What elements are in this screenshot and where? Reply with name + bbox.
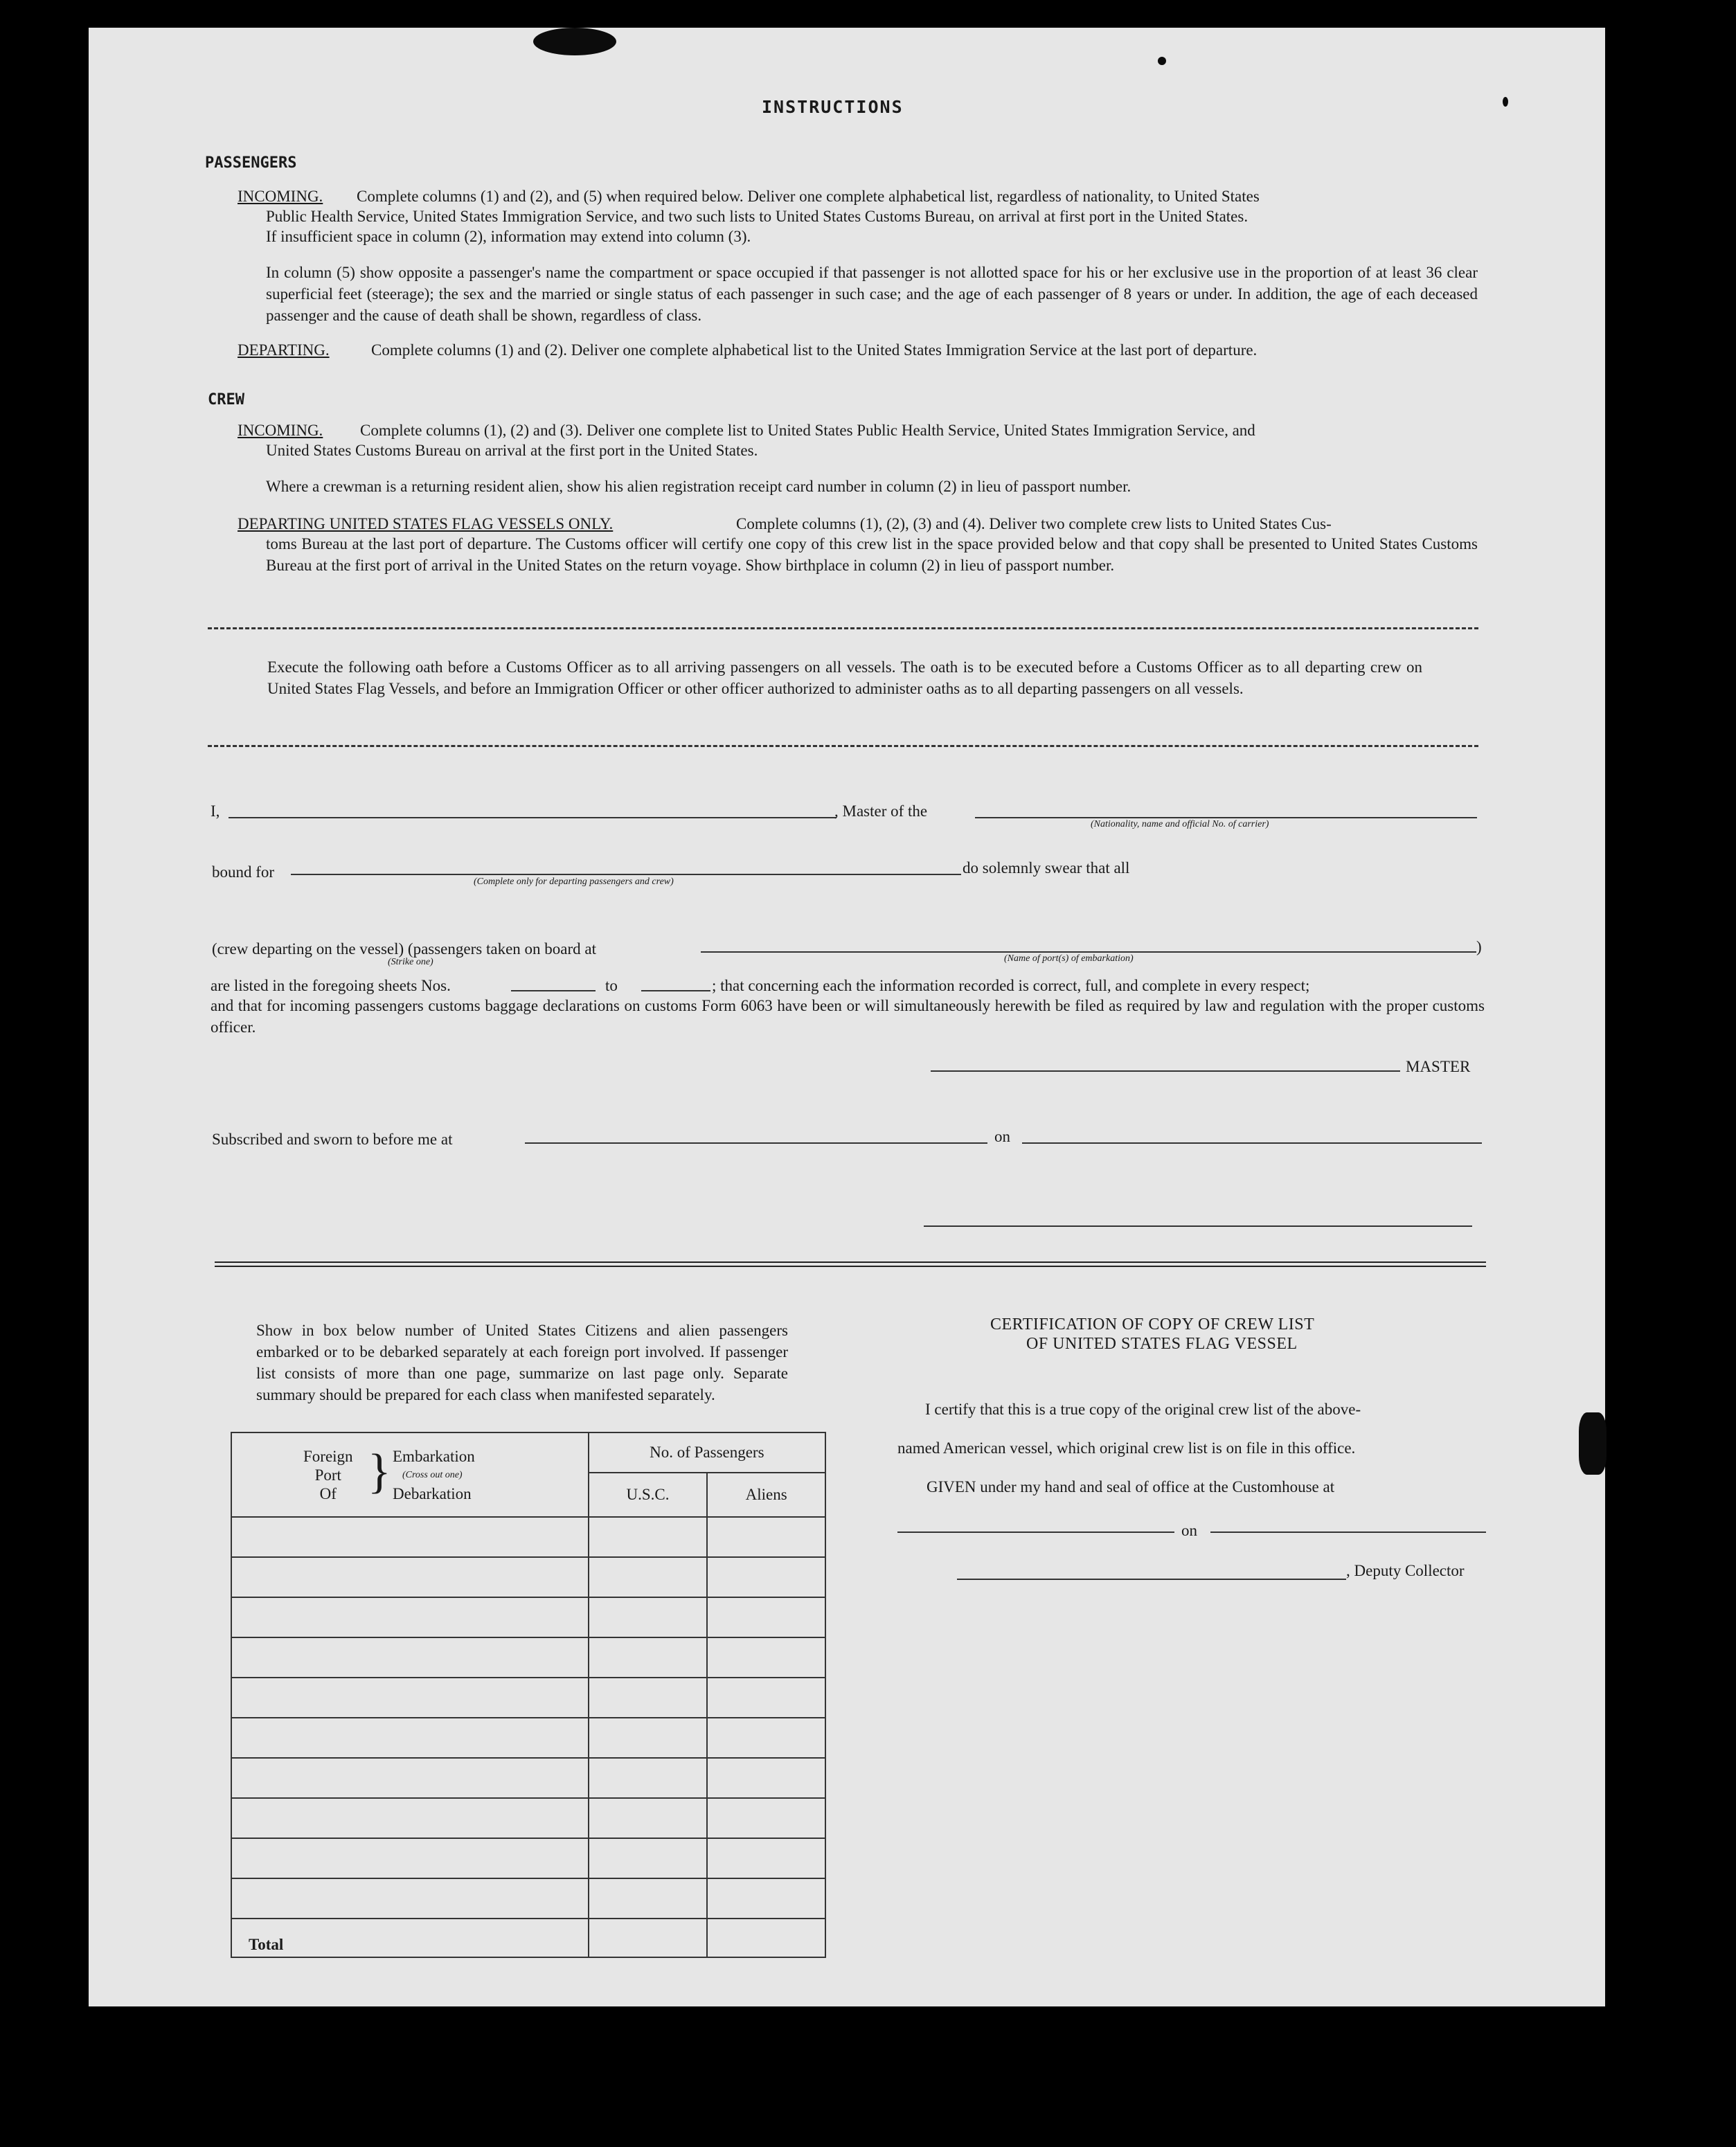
debarkation-label: Debarkation <box>393 1485 472 1502</box>
usc-cell[interactable] <box>589 1637 708 1678</box>
sworn-on-label: on <box>994 1128 1010 1145</box>
aliens-cell[interactable] <box>707 1557 825 1597</box>
sheets-to-label: to <box>605 977 618 994</box>
cross-out-caption: (Cross out one) <box>402 1470 463 1480</box>
solemnly-swear-text: do solemnly swear that all <box>963 859 1130 877</box>
customhouse-field[interactable] <box>897 1531 1174 1533</box>
declarations-text: and that for incoming passengers customs baggage declarations on customs Form 6063 have been or will simultaneously herewith be filed as required by law and regulation with the proper customs officer. <box>211 997 1485 1036</box>
oath-i-label: I, <box>211 802 220 820</box>
complete-only-caption: (Complete only for departing passengers and crew) <box>474 877 674 887</box>
aliens-cell[interactable] <box>707 1678 825 1718</box>
total-aliens-cell[interactable] <box>707 1919 825 1957</box>
embarkation-port-field[interactable] <box>701 951 1476 953</box>
section-divider <box>208 745 1478 747</box>
page-title: INSTRUCTIONS <box>762 97 904 117</box>
sheets-listed-suffix: ; that concerning each the information recorded is correct, full, and complete in every respect; <box>712 977 1310 994</box>
certification-date-field[interactable] <box>1210 1531 1486 1533</box>
crew-incoming-text-2: United States Customs Bureau on arrival at the first port in the United States. <box>266 442 758 459</box>
officer-signature-field[interactable] <box>924 1225 1472 1227</box>
passengers-incoming-text-3: If insufficient space in column (2), information may extend into column (3). <box>266 228 751 245</box>
aliens-cell[interactable] <box>707 1798 825 1838</box>
master-name-field[interactable] <box>229 817 836 818</box>
sworn-date-field[interactable] <box>1022 1142 1482 1144</box>
bound-for-field[interactable] <box>291 874 961 875</box>
passengers-departing-label: DEPARTING. <box>238 341 330 359</box>
usc-cell[interactable] <box>589 1838 708 1878</box>
ports-caption: (Name of port(s) of embarkation) <box>1004 953 1134 964</box>
section-divider <box>208 627 1478 629</box>
paper-tear-mark <box>1579 1412 1607 1475</box>
passengers-heading: PASSENGERS <box>205 154 297 172</box>
certification-line-3: GIVEN under my hand and seal of office at the Customhouse at <box>927 1478 1335 1495</box>
certification-line-2: named American vessel, which original crew list is on file in this office. <box>897 1439 1356 1457</box>
crew-passengers-text: (crew departing on the vessel) (passengers taken on board at <box>212 940 596 958</box>
carrier-field[interactable] <box>975 817 1477 818</box>
certification-on-label: on <box>1181 1522 1197 1539</box>
sheets-listed-label: are listed in the foregoing sheets Nos. <box>211 977 451 994</box>
summary-instructions: Show in box below number of United States Citizens and alien passengers embarked or to be debarked separately at each foreign port involved. If passenger list consists of more than one page, summarize on last page only. Separate summary should be prepared for each class when manifested separately. <box>256 1322 788 1403</box>
aliens-cell[interactable] <box>707 1838 825 1878</box>
crew-incoming-text-1: Complete columns (1), (2) and (3). Deliver one complete list to United States Public Health Service, United States Immigration Service, and <box>360 422 1255 439</box>
crew-incoming-label: INCOMING. <box>238 422 323 439</box>
section-divider <box>215 1261 1486 1267</box>
port-header-cell <box>231 1432 589 1517</box>
aliens-cell[interactable] <box>707 1878 825 1919</box>
crew-resident-text: Where a crewman is a returning resident alien, show his alien registration receipt card number in column (2) in lieu of passport number. <box>266 478 1131 495</box>
port-cell[interactable] <box>231 1557 589 1597</box>
port-cell[interactable] <box>231 1517 589 1557</box>
master-label: MASTER <box>1406 1058 1471 1075</box>
port-cell[interactable] <box>231 1798 589 1838</box>
total-usc-cell[interactable] <box>589 1919 708 1957</box>
usc-cell[interactable] <box>589 1718 708 1758</box>
passengers-departing-text: Complete columns (1) and (2). Deliver one complete alphabetical list to the United States Immigration Service at the last port of departure. <box>371 341 1258 359</box>
port-cell[interactable] <box>231 1758 589 1798</box>
master-of-label: , Master of the <box>834 802 928 820</box>
crew-heading: CREW <box>208 391 244 408</box>
sheet-to-field[interactable] <box>641 990 710 991</box>
crew-departing-text-2: toms Bureau at the last port of departure. The Customs officer will certify one copy of this crew list in the space provided below and that copy shall be presented to United States Customs Bureau at the first port of arrival in the United States on the return voyage. Show birthplace in column (2) in lieu of passport number. <box>266 535 1478 574</box>
aliens-cell[interactable] <box>707 1597 825 1637</box>
subscribed-label: Subscribed and sworn to before me at <box>212 1131 453 1148</box>
port-cell[interactable] <box>231 1637 589 1678</box>
passengers-column5-text: In column (5) show opposite a passenger's name the compartment or space occupied if that passenger is not allotted space for his or her exclusive use in the proportion of at least 36 clear superficial feet (steerage); the sex and the married or single status of each passenger in such case; and the age of each passenger of 8 years or under. In addition, the age of each deceased passenger and the cause of death shall be shown, regardless of class. <box>266 264 1478 324</box>
paper-spot <box>1158 57 1166 65</box>
usc-cell[interactable] <box>589 1597 708 1637</box>
no-of-passengers-header: No. of Passengers <box>589 1432 825 1473</box>
of-label: Of <box>319 1485 337 1502</box>
port-cell[interactable] <box>231 1678 589 1718</box>
foreign-label: Foreign <box>303 1448 353 1465</box>
usc-cell[interactable] <box>589 1758 708 1798</box>
passengers-incoming-label: INCOMING. <box>238 188 323 205</box>
usc-cell[interactable] <box>589 1517 708 1557</box>
sheet-from-field[interactable] <box>511 990 596 991</box>
crew-departing-text-1: Complete columns (1), (2), (3) and (4). Deliver two complete crew lists to United States Cus- <box>736 515 1332 532</box>
certification-title-2: OF UNITED STATES FLAG VESSEL <box>1026 1335 1298 1353</box>
certification-title-1: CERTIFICATION OF COPY OF CREW LIST <box>990 1315 1315 1333</box>
usc-cell[interactable] <box>589 1557 708 1597</box>
brace-glyph: } <box>368 1445 391 1498</box>
port-cell[interactable] <box>231 1718 589 1758</box>
embarkation-label: Embarkation <box>393 1448 475 1465</box>
aliens-header: Aliens <box>707 1473 825 1517</box>
port-cell[interactable] <box>231 1597 589 1637</box>
strike-one-caption: (Strike one) <box>388 957 433 967</box>
oath-instructions: Execute the following oath before a Customs Officer as to all arriving passengers on all vessels. The oath is to be executed before a Customs Officer as to all departing crew on United States Flag Vessels, and before an Immigration Officer or other officer authorized to administer oaths as to all departing passengers on all vessels. <box>267 658 1422 697</box>
passengers-incoming-text-1: Complete columns (1) and (2), and (5) when required below. Deliver one complete alphabetical list, regardless of nationality, to United States <box>357 188 1260 205</box>
port-cell[interactable] <box>231 1838 589 1878</box>
crew-departing-label: DEPARTING UNITED STATES FLAG VESSELS ONLY. <box>238 515 614 532</box>
aliens-cell[interactable] <box>707 1758 825 1798</box>
close-paren: ) <box>1476 938 1482 955</box>
deputy-signature-field[interactable] <box>957 1579 1346 1580</box>
usc-cell[interactable] <box>589 1798 708 1838</box>
total-label: Total <box>231 1919 589 1957</box>
nationality-caption: (Nationality, name and official No. of carrier) <box>1091 819 1269 829</box>
aliens-cell[interactable] <box>707 1637 825 1678</box>
passenger-summary-table <box>231 1432 826 1958</box>
usc-header: U.S.C. <box>589 1473 708 1517</box>
certification-line-1: I certify that this is a true copy of the original crew list of the above- <box>925 1401 1361 1418</box>
bound-for-label: bound for <box>212 863 275 881</box>
port-cell[interactable] <box>231 1878 589 1919</box>
sworn-place-field[interactable] <box>525 1142 987 1144</box>
master-signature-field[interactable] <box>931 1070 1400 1072</box>
passengers-incoming-text-2: Public Health Service, United States Immigration Service, and two such lists to United States Customs Bureau, on arrival at first port in the United States. <box>266 208 1249 225</box>
deputy-collector-label: , Deputy Collector <box>1346 1562 1465 1579</box>
port-label: Port <box>314 1466 341 1484</box>
paper-tear-mark <box>533 28 616 55</box>
aliens-cell[interactable] <box>707 1718 825 1758</box>
usc-cell[interactable] <box>589 1878 708 1919</box>
paper-spot <box>1503 97 1508 107</box>
aliens-cell[interactable] <box>707 1517 825 1557</box>
usc-cell[interactable] <box>589 1678 708 1718</box>
